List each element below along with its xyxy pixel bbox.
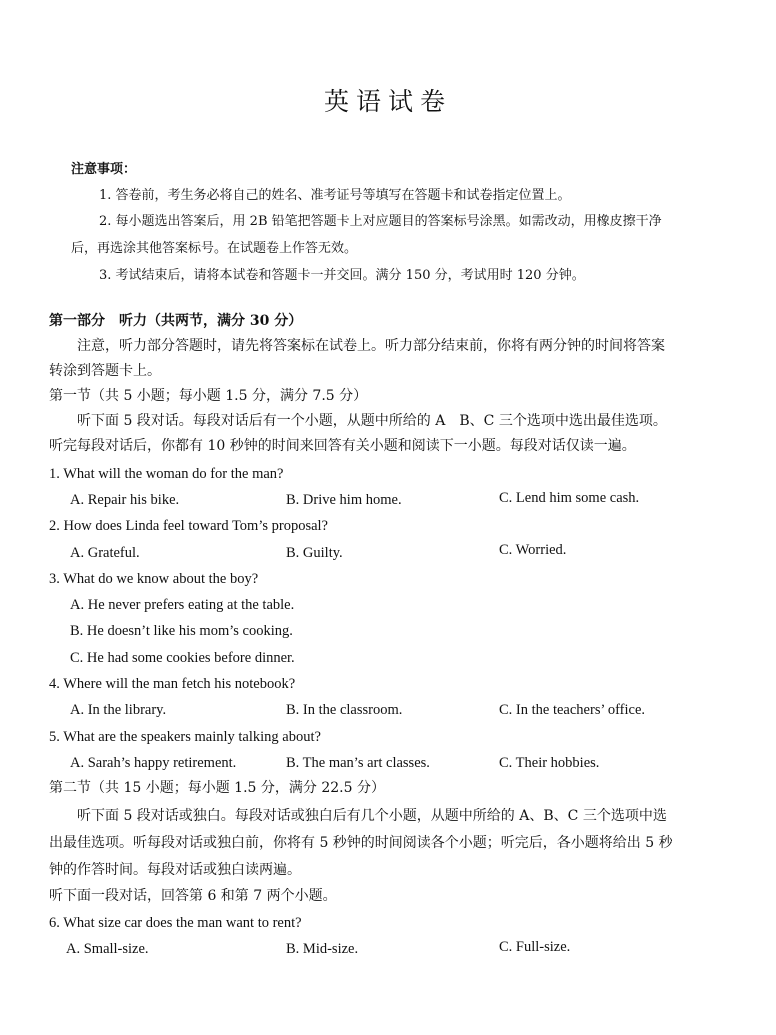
option-c: C. Lend him some cash. (499, 490, 640, 506)
option-c: C. Worried. (499, 542, 567, 558)
option-c: C. Their hobbies. (499, 755, 600, 771)
option-b: B. In the classroom. (286, 702, 403, 718)
option-b: B. The man’s art classes. (286, 755, 430, 771)
option-c: C. He had some cookies before dinner. (70, 650, 295, 666)
notice-item-2: 2. 每小题选出答案后，用 2B 铅笔把答题卡上对应题目的答案标号涂黑。如需改动，用橡皮擦干净 (99, 214, 662, 229)
option-a: A. Small-size. (66, 941, 149, 957)
section2-intro: 听下面 5 段对话或独白。每段对话或独白后有几个小题，从题中所给的 A、B、C 三个选项中选 (77, 808, 667, 824)
section1-intro-cont: 听完每段对话后，你都有 10 秒钟的时间来回答有关小题和阅读下一小题。每段对话仅读一遍。 (49, 438, 636, 454)
question-stem: 4. Where will the man fetch his notebook? (49, 676, 296, 692)
section1-intro: 听下面 5 段对话。每段对话后有一个小题，从题中所给的 A B、C 三个选项中选出最佳选项。 (77, 413, 667, 429)
option-b: B. Mid-size. (286, 941, 359, 957)
option-c: C. Full-size. (499, 939, 571, 955)
option-b: B. Guilty. (286, 545, 343, 561)
part1-heading: 第一部分 听力（共两节，满分 30 分） (49, 313, 303, 329)
section1-heading: 第一节（共 5 小题；每小题 1.5 分，满分 7.5 分） (49, 388, 368, 404)
page-title: 英语试卷 (323, 87, 452, 116)
option-a: A. He never prefers eating at the table. (70, 597, 295, 613)
notice-heading: 注意事项： (71, 162, 137, 177)
part1-intro: 注意，听力部分答题时，请先将答案标在试卷上。听力部分结束前，你将有两分钟的时间将答案 (77, 338, 665, 354)
section2-heading: 第二节（共 15 小题；每小题 1.5 分，满分 22.5 分） (49, 780, 385, 796)
notice-item-3: 3. 考试结束后，请将本试卷和答题卡一并交回。满分 150 分，考试用时 120 分钟。 (99, 268, 585, 283)
notice-item-2-cont: 后，再选涂其他答案标号。在试题卷上作答无效。 (71, 241, 358, 256)
section2-intro-cont: 出最佳选项。听每段对话或独白前，你将有 5 秒钟的时间阅读各个小题；听完后，各小题将给出 5 秒 (49, 835, 673, 851)
notice-item-1: 1. 答卷前，考生务必将自己的姓名、准考证号等填写在答题卡和试卷指定位置上。 (99, 188, 571, 203)
part1-intro-cont: 转涂到答题卡上。 (49, 363, 161, 379)
option-a: A. Grateful. (70, 545, 140, 561)
dialog-note: 听下面一段对话，回答第 6 和第 7 两个小题。 (49, 888, 337, 904)
question-stem: 1. What will the woman do for the man? (49, 466, 284, 482)
question-stem: 5. What are the speakers mainly talking about? (49, 729, 321, 745)
option-c: C. In the teachers’ office. (499, 702, 646, 718)
option-a: A. In the library. (70, 702, 167, 718)
question-stem: 3. What do we know about the boy? (49, 571, 259, 587)
question-stem: 2. How does Linda feel toward Tom’s proposal? (49, 518, 328, 534)
option-b: B. He doesn’t like his mom’s cooking. (70, 623, 293, 639)
option-a: A. Repair his bike. (70, 492, 180, 508)
question-stem: 6. What size car does the man want to rent? (49, 915, 302, 931)
option-a: A. Sarah’s happy retirement. (70, 755, 237, 771)
option-b: B. Drive him home. (286, 492, 402, 508)
section2-intro-cont2: 钟的作答时间。每段对话或独白读两遍。 (49, 862, 301, 878)
